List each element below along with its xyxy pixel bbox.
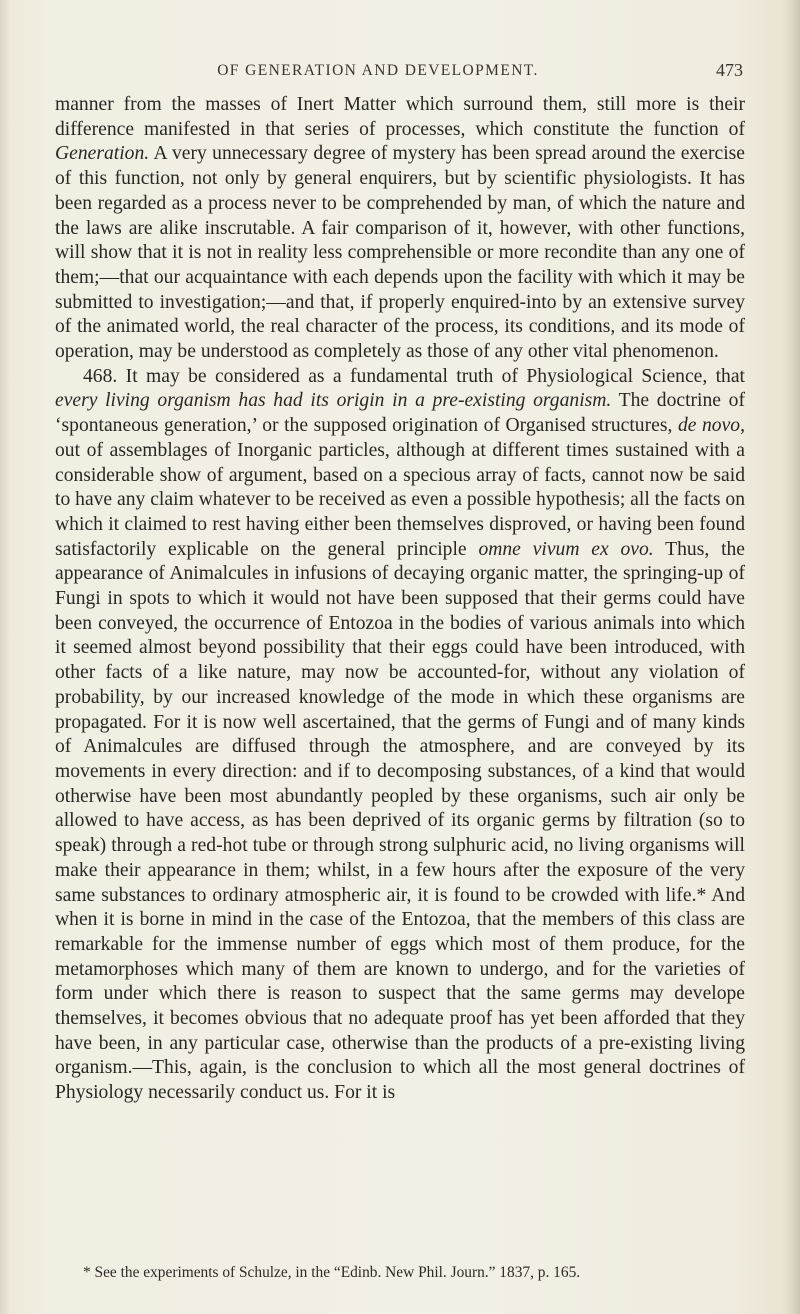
body-text [55,93,745,1106]
italic-text: omne vivum ex ovo. [478,538,654,560]
italic-text: de novo, [677,415,745,437]
page-right-shadow [782,0,800,1314]
page-number: 473 [716,60,743,80]
text-run: A very unnecessary degree of mystery has been spread around the exercise of this function, not only by general enquirers, but by scientific physiologists. It has been regarded as a process never to be comprehended by man, of which the nature and the laws are alike inscrutable. A fair comparison of it, however, with other functions, will show that it is not in reality less comprehensible or more recondite than any one of them;—that our acquaintance with each depends upon the facility with which it may be submitted to investigation;—and that, if properly enquired-into by an extensive survey of the animated world, the real character of the process, its conditions, and its mode of operation, may be understood as completely as those of any other vital phenomenon. [55,143,745,363]
italic-text: every living organism has had its origin in a pre-existing organism. [55,390,612,412]
text-run: Thus, the appearance of Animalcules in infusions of decaying organic matter, the springing-up of Fungi in spots to which it would not have been supposed that their germs could have been conveyed, the occurrence of Entozoa in the bodies of various animals into which it seemed almost beyond possibility that their eggs could have been introduced, with other facts of a like nature, may now be accounted-for, without any violation of probability, by our increased knowledge of the mode in which these organisms are propagated. For it is now well ascertained, that the germs of Fungi and of many kinds of Animalcules are diffused through the atmosphere, and are conveyed by its movements in every direction: and if to decomposing substances, of a kind that would otherwise have been most abundantly peopled by these organisms, such air only be allowed to have access, as has been deprived of its organic germs by filtration (so to speak) through a red-hot tube or through strong sulphuric acid, no living organisms will make their appearance in them; whilst, in a few hours after the exposure of the very same substances to ordinary atmospheric air, it is found to be crowded with life.* And when it is borne in mind in the case of the Entozoa, that the members of this class are remarkable for the immense number of eggs which most of them produce, for the metamorphoses which many of them are known to undergo, and for the varieties of form under which there is reason to suspect that the same germs may develope themselves, it becomes obvious that no adequate proof has yet been afforded that they have been, in any particular case, otherwise than the products of a pre-existing living organism.—This, again, is the conclusion to which all the most general doctrines of Physiology necessarily conduct us. For it is [55,538,746,1104]
footnote: * See the experiments of Schulze, in the “Edinb. New Phil. Journ.” 1837, p. 165. [83,1264,581,1281]
text-run: manner from the masses of Inert Matter which surround them, still more is their difference manifested in that series of processes, which constitute the function of [55,94,745,140]
italic-text: Generation. [55,143,150,165]
text-run: The doctrine of ‘spontaneous generation,’ or the supposed origination of Organised structures, [55,390,745,437]
running-head: OF GENERATION AND DEVELOPMENT. [217,62,539,79]
text-run: 468. It may be considered as a fundamental truth of Physiological Science, that [83,365,745,387]
text-run: out of assemblages of Inorganic particles, although at different times sustained with a considerable show of argument, based on a specious array of facts, cannot now be said to have any claim whatever to be received as even a possible hypothesis; all the facts on which it claimed to rest having either been themselves disproved, or having been found satisfactorily explicable on the general principle [55,439,745,560]
page-header [0,60,800,90]
paragraph-468 [55,365,745,1106]
paragraph-continuation [55,93,745,365]
page-left-shadow [0,0,10,1314]
